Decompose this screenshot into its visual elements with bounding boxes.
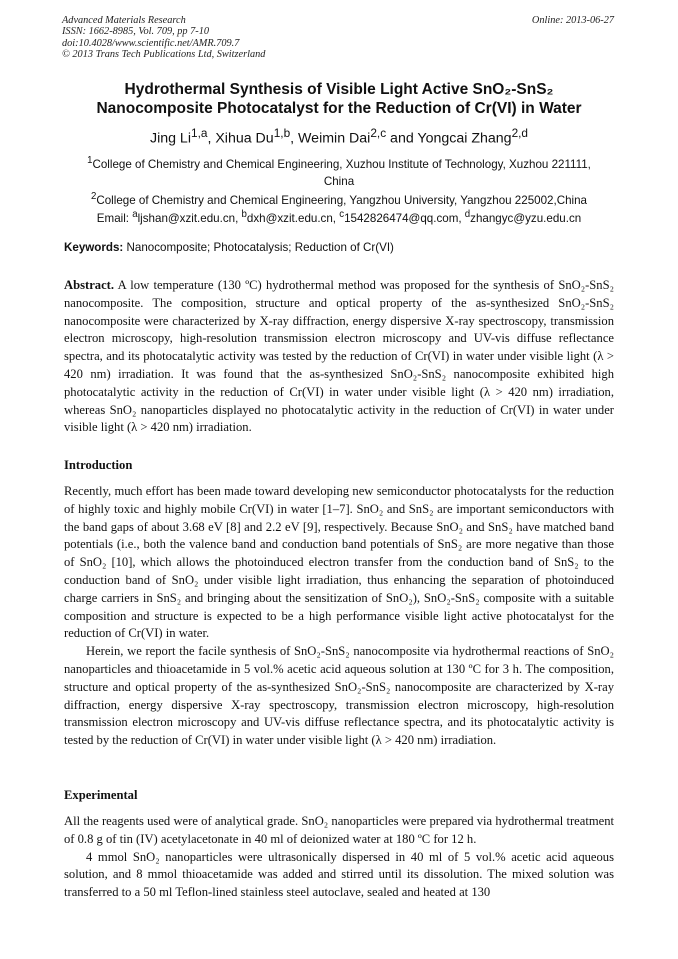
abstract-text: A low temperature (130 ºC) hydrothermal method was proposed for the synthesis of SnO₂-SnS₂ nanocomposite. The composition, structure and optical property of the as-synthesized SnO₂-SnS₂ nanocomposite were characterized by X-ray diffraction, energy dispersive X-ray spectroscopy, transmission electron microscopy, high-resolution transmission electron microscopy and UV-vis diffuse reflectance spectra, and its photocatalytic activity was tested by the reduction of Cr(VI) in water under visible light (λ > 420 nm) irradiation. It was found that the as-synthesized SnO₂-SnS₂ nanocomposite exhibited high photocatalytic activity in the reduction of Cr(VI) in water under visible light (λ > 420 nm) irradiation, whereas SnO₂ nanoparticles displayed no photocatalytic activity in the reduction of Cr(VI) in water under visible light (λ > 420 nm) irradiation. — [64, 278, 614, 435]
email-address[interactable]: dxh@xzit.edu.cn, — [246, 211, 340, 225]
keywords-text: Nanocomposite; Photocatalysis; Reduction of Cr(VI) — [123, 241, 394, 254]
abstract-label: Abstract. — [64, 278, 115, 292]
email-mark: b — [241, 209, 247, 220]
author-affiliation-mark: 1,a — [190, 126, 208, 140]
affiliation-number: 2 — [90, 191, 97, 202]
introduction-section — [64, 483, 614, 750]
email-label: Email: — [96, 211, 133, 225]
affiliation-country: China — [323, 174, 355, 188]
copyright-line: © 2013 Trans Tech Publications Ltd, Switzerland — [62, 49, 266, 61]
section-heading-introduction: Introduction — [64, 458, 133, 472]
experimental-section — [64, 813, 614, 902]
affiliation-number: 1 — [87, 155, 93, 166]
author-separator: , — [207, 130, 216, 147]
keywords — [64, 240, 614, 256]
author-name: Jing Li — [149, 130, 191, 147]
author-affiliation-mark: 2,c — [370, 126, 387, 140]
affiliation-text: College of Chemistry and Chemical Engineering, Yangzhou University, Yangzhou 225002,China — [96, 193, 588, 207]
email-line — [50, 206, 628, 227]
email-address[interactable]: zhangyc@yzu.edu.cn — [470, 211, 582, 225]
paragraph: 4 mmol SnO₂ nanoparticles were ultrasonically dispersed in 40 ml of 5 vol.% acetic acid aqueous solution, and 8 mmol thioacetamide was added and stirred until its dissolution. The mixed solution was transferred to a 50 ml Teflon-lined stainless steel autoclave, sealed and heated at 130 — [64, 849, 614, 900]
title-line-1: Hydrothermal Synthesis of Visible Light Active SnO₂-SnS₂ — [124, 81, 554, 98]
email-address[interactable]: ljshan@xzit.edu.cn, — [137, 211, 242, 225]
email-address[interactable]: 1542826474@qq.com, — [344, 211, 465, 225]
paper-title — [40, 80, 638, 118]
title-line-2: Nanocomposite Photocatalyst for the Reduction of Cr(VI) in Water — [96, 100, 582, 117]
author-name: Xihua Du — [215, 130, 274, 147]
journal-metadata — [62, 15, 265, 61]
paragraph: All the reagents used were of analytical grade. SnO₂ nanoparticles were prepared via hydrothermal treatment of 0.8 g of tin (IV) acetylacetonate in 40 ml of deionized water at 180 ºC for 12 h. — [64, 814, 614, 846]
online-date: Online: 2013-06-27 — [531, 15, 614, 26]
affiliation-1 — [50, 152, 628, 190]
issn-line: ISSN: 1662-8985, Vol. 709, pp 7-10 — [62, 26, 210, 38]
author-affiliation-mark: 2,d — [511, 126, 529, 140]
paragraph: Herein, we report the facile synthesis of SnO₂-SnS₂ nanocomposite via hydrothermal reactions of SnO₂ nanoparticles and thioacetamide in 5 vol.% acetic acid aqueous solution at 130 ºC for 3 h. The composition, structure and optical property of the as-synthesized SnO₂-SnS₂ nanocomposite are characterized by X-ray diffraction, energy dispersive X-ray spectroscopy, transmission electron microscopy, high-resolution transmission electron microscopy and UV-vis diffuse reflectance spectra, and its photocatalytic activity is tested by the reduction of Cr(VI) in water under visible light (λ > 420 nm) irradiation. — [64, 644, 614, 748]
author-list — [30, 124, 648, 148]
affiliation-text: College of Chemistry and Chemical Engineering, Xuzhou Institute of Technology, Xuzhou 221111, — [92, 157, 591, 171]
email-mark: c — [339, 209, 345, 220]
email-mark: d — [464, 209, 471, 220]
author-affiliation-mark: 1,b — [273, 126, 291, 140]
author-separator: and — [386, 130, 418, 147]
journal-name: Advanced Materials Research — [62, 15, 186, 26]
author-separator: , — [290, 130, 299, 147]
paragraph: Recently, much effort has been made toward developing new semiconductor photocatalysts for the reduction of highly toxic and highly mobile Cr(VI) in water [1–7]. SnO₂ and SnS₂ are important semiconductors with the band gaps of about 3.68 eV [8] and 2.2 eV [9], respectively. Because SnO₂ and SnS₂ have matched band potentials (i.e., both the valence band and conduction band potentials of SnS₂ are more negative than those of SnO₂ [10], which allows the photoinduced electron transfer from the conduction band of SnS₂ to the conduction band of SnO₂ under visible light irradiation, thus enhancing the separation of photoinduced charge carriers in SnS₂ and bringing about the sensitization of SnO₂), SnO₂-SnS₂ composite with a suitable composition and structure is expected to be a high performance visible light active photocatalyst for the reduction of Cr(VI) in water. — [64, 484, 614, 641]
doi-line: doi:10.4028/www.scientific.net/AMR.709.7 — [62, 37, 240, 49]
section-heading-experimental: Experimental — [64, 788, 138, 802]
author-name: Yongcai Zhang — [417, 130, 512, 147]
keywords-label: Keywords: — [64, 241, 124, 254]
abstract — [64, 277, 614, 437]
email-mark: a — [132, 209, 138, 220]
author-name: Weimin Dai — [298, 130, 371, 147]
